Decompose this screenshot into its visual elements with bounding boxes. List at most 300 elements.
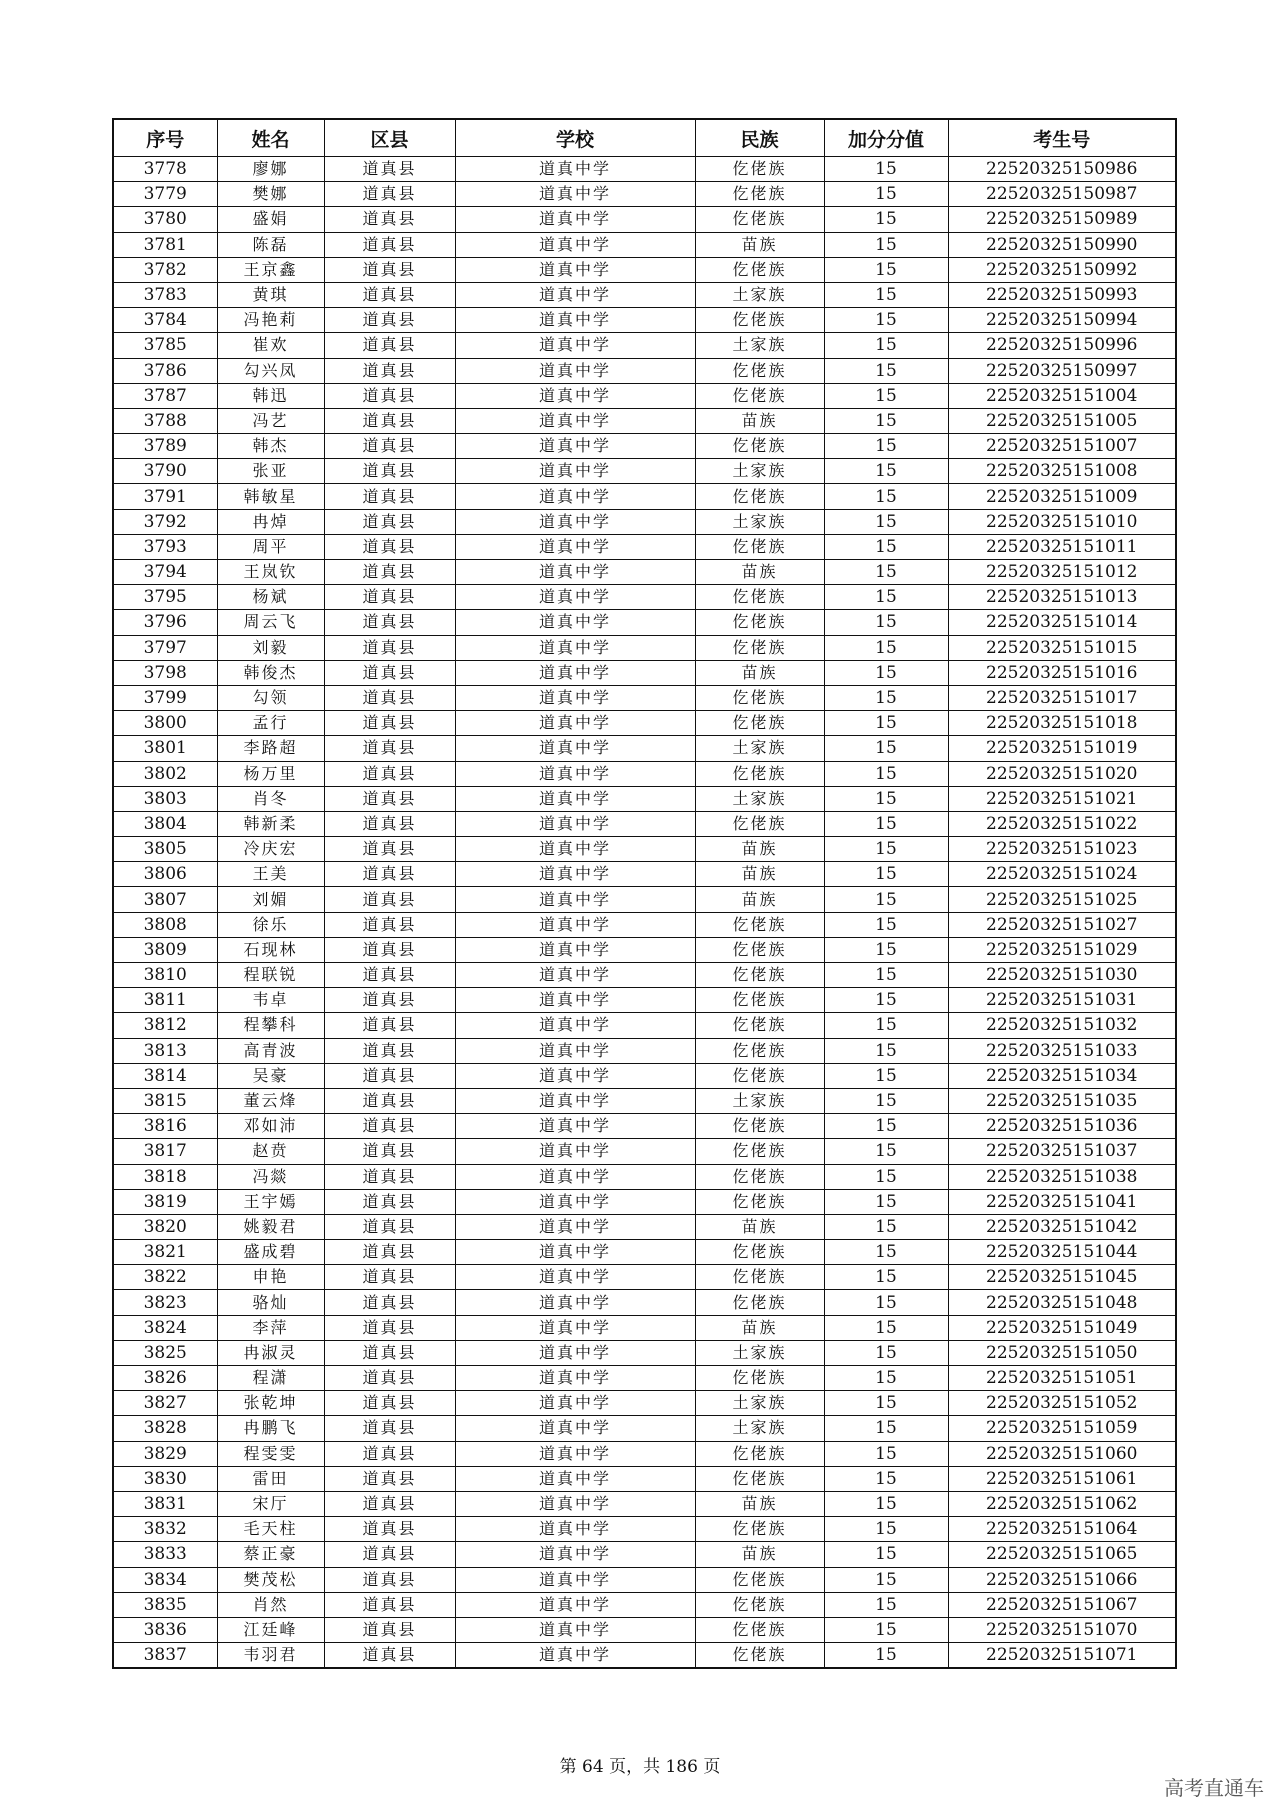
cell-name: 刘媚 [217,887,324,912]
cell-ethnicity: 土家族 [695,282,824,307]
table-row [113,1214,1176,1239]
cell-seq: 3792 [113,509,217,534]
cell-exam-id: 22520325151025 [948,887,1176,912]
student-bonus-table [112,118,1177,1669]
cell-school: 道真中学 [455,207,695,232]
cell-ethnicity: 苗族 [695,660,824,685]
cell-bonus: 15 [824,761,948,786]
cell-exam-id: 22520325150986 [948,157,1176,182]
cell-school: 道真中学 [455,786,695,811]
cell-bonus: 15 [824,1088,948,1113]
table-row [113,1366,1176,1391]
cell-bonus: 15 [824,484,948,509]
table-row [113,1139,1176,1164]
cell-name: 冷庆宏 [217,837,324,862]
cell-ethnicity: 仡佬族 [695,1063,824,1088]
cell-ethnicity: 土家族 [695,1340,824,1365]
cell-seq: 3811 [113,988,217,1013]
cell-county: 道真县 [324,534,455,559]
cell-bonus: 15 [824,937,948,962]
cell-exam-id: 22520325151049 [948,1315,1176,1340]
cell-ethnicity: 仡佬族 [695,1290,824,1315]
table-row [113,912,1176,937]
cell-ethnicity: 仡佬族 [695,257,824,282]
cell-school: 道真中学 [455,1240,695,1265]
header-ethnicity: 民族 [695,119,824,157]
cell-county: 道真县 [324,1265,455,1290]
table-row [113,1517,1176,1542]
cell-county: 道真县 [324,282,455,307]
cell-exam-id: 22520325151059 [948,1416,1176,1441]
cell-county: 道真县 [324,937,455,962]
cell-school: 道真中学 [455,1265,695,1290]
cell-exam-id: 22520325150990 [948,232,1176,257]
cell-seq: 3799 [113,685,217,710]
cell-school: 道真中学 [455,660,695,685]
cell-bonus: 15 [824,811,948,836]
cell-county: 道真县 [324,837,455,862]
cell-name: 李路超 [217,736,324,761]
cell-county: 道真县 [324,736,455,761]
cell-ethnicity: 土家族 [695,736,824,761]
cell-seq: 3831 [113,1491,217,1516]
cell-name: 周云飞 [217,610,324,635]
cell-seq: 3788 [113,408,217,433]
cell-school: 道真中学 [455,1315,695,1340]
cell-name: 石现林 [217,937,324,962]
cell-name: 冉焯 [217,509,324,534]
header-name: 姓名 [217,119,324,157]
cell-school: 道真中学 [455,1164,695,1189]
cell-bonus: 15 [824,862,948,887]
cell-county: 道真县 [324,1315,455,1340]
cell-exam-id: 22520325151048 [948,1290,1176,1315]
cell-seq: 3798 [113,660,217,685]
cell-seq: 3832 [113,1517,217,1542]
cell-seq: 3808 [113,912,217,937]
table-row [113,1441,1176,1466]
table-row [113,383,1176,408]
cell-county: 道真县 [324,1164,455,1189]
cell-exam-id: 22520325151060 [948,1441,1176,1466]
cell-school: 道真中学 [455,1063,695,1088]
cell-ethnicity: 仡佬族 [695,383,824,408]
cell-bonus: 15 [824,1441,948,1466]
table-row [113,585,1176,610]
cell-exam-id: 22520325151009 [948,484,1176,509]
cell-name: 董云烽 [217,1088,324,1113]
cell-ethnicity: 仡佬族 [695,811,824,836]
cell-ethnicity: 仡佬族 [695,1466,824,1491]
cell-ethnicity: 仡佬族 [695,1164,824,1189]
cell-seq: 3818 [113,1164,217,1189]
cell-ethnicity: 仡佬族 [695,1265,824,1290]
cell-ethnicity: 仡佬族 [695,1139,824,1164]
cell-exam-id: 22520325151041 [948,1189,1176,1214]
table-row [113,937,1176,962]
cell-ethnicity: 仡佬族 [695,534,824,559]
cell-bonus: 15 [824,736,948,761]
cell-seq: 3793 [113,534,217,559]
cell-county: 道真县 [324,408,455,433]
cell-seq: 3830 [113,1466,217,1491]
cell-ethnicity: 苗族 [695,887,824,912]
cell-name: 张乾坤 [217,1391,324,1416]
cell-exam-id: 22520325151070 [948,1617,1176,1642]
cell-exam-id: 22520325151067 [948,1592,1176,1617]
cell-seq: 3789 [113,434,217,459]
cell-name: 韩敏星 [217,484,324,509]
cell-bonus: 15 [824,232,948,257]
cell-bonus: 15 [824,1466,948,1491]
cell-name: 勾领 [217,685,324,710]
cell-exam-id: 22520325151064 [948,1517,1176,1542]
cell-name: 肖冬 [217,786,324,811]
cell-exam-id: 22520325151062 [948,1491,1176,1516]
cell-seq: 3780 [113,207,217,232]
cell-exam-id: 22520325151017 [948,685,1176,710]
cell-bonus: 15 [824,408,948,433]
cell-exam-id: 22520325151012 [948,560,1176,585]
cell-seq: 3796 [113,610,217,635]
cell-ethnicity: 仡佬族 [695,1567,824,1592]
table-row [113,1088,1176,1113]
cell-ethnicity: 仡佬族 [695,1038,824,1063]
cell-ethnicity: 仡佬族 [695,1189,824,1214]
cell-name: 申艳 [217,1265,324,1290]
table-row [113,1542,1176,1567]
cell-bonus: 15 [824,711,948,736]
cell-bonus: 15 [824,685,948,710]
cell-ethnicity: 苗族 [695,837,824,862]
cell-seq: 3820 [113,1214,217,1239]
cell-school: 道真中学 [455,383,695,408]
cell-exam-id: 22520325151022 [948,811,1176,836]
cell-name: 韩新柔 [217,811,324,836]
cell-ethnicity: 苗族 [695,1315,824,1340]
cell-seq: 3825 [113,1340,217,1365]
cell-ethnicity: 仡佬族 [695,1366,824,1391]
cell-seq: 3834 [113,1567,217,1592]
cell-bonus: 15 [824,1391,948,1416]
cell-county: 道真县 [324,207,455,232]
cell-seq: 3784 [113,308,217,333]
cell-bonus: 15 [824,635,948,660]
cell-county: 道真县 [324,1643,455,1669]
cell-seq: 3829 [113,1441,217,1466]
table-row [113,182,1176,207]
cell-name: 樊娜 [217,182,324,207]
cell-bonus: 15 [824,383,948,408]
cell-county: 道真县 [324,988,455,1013]
cell-county: 道真县 [324,509,455,534]
cell-ethnicity: 仡佬族 [695,1592,824,1617]
cell-exam-id: 22520325151023 [948,837,1176,862]
cell-bonus: 15 [824,182,948,207]
cell-ethnicity: 仡佬族 [695,182,824,207]
cell-seq: 3797 [113,635,217,660]
cell-name: 程联锐 [217,963,324,988]
cell-school: 道真中学 [455,1441,695,1466]
cell-name: 肖然 [217,1592,324,1617]
cell-bonus: 15 [824,1013,948,1038]
cell-bonus: 15 [824,1315,948,1340]
cell-ethnicity: 仡佬族 [695,1114,824,1139]
cell-name: 杨斌 [217,585,324,610]
cell-school: 道真中学 [455,358,695,383]
cell-ethnicity: 苗族 [695,1542,824,1567]
cell-name: 李萍 [217,1315,324,1340]
cell-county: 道真县 [324,585,455,610]
cell-county: 道真县 [324,333,455,358]
cell-seq: 3823 [113,1290,217,1315]
cell-seq: 3815 [113,1088,217,1113]
cell-school: 道真中学 [455,157,695,182]
cell-name: 樊茂松 [217,1567,324,1592]
cell-county: 道真县 [324,887,455,912]
cell-name: 雷田 [217,1466,324,1491]
cell-exam-id: 22520325150989 [948,207,1176,232]
cell-exam-id: 22520325151030 [948,963,1176,988]
cell-name: 宋厅 [217,1491,324,1516]
cell-exam-id: 22520325151020 [948,761,1176,786]
cell-exam-id: 22520325151033 [948,1038,1176,1063]
cell-school: 道真中学 [455,1567,695,1592]
cell-exam-id: 22520325151071 [948,1643,1176,1669]
cell-bonus: 15 [824,157,948,182]
cell-county: 道真县 [324,484,455,509]
cell-name: 冯燚 [217,1164,324,1189]
cell-ethnicity: 仡佬族 [695,1617,824,1642]
header-school: 学校 [455,119,695,157]
cell-ethnicity: 仡佬族 [695,157,824,182]
table-row [113,736,1176,761]
cell-seq: 3835 [113,1592,217,1617]
cell-exam-id: 22520325151042 [948,1214,1176,1239]
cell-bonus: 15 [824,786,948,811]
cell-name: 骆灿 [217,1290,324,1315]
cell-ethnicity: 仡佬族 [695,358,824,383]
cell-seq: 3783 [113,282,217,307]
cell-name: 孟行 [217,711,324,736]
cell-county: 道真县 [324,862,455,887]
table-row [113,711,1176,736]
cell-bonus: 15 [824,1164,948,1189]
table-row [113,1038,1176,1063]
cell-bonus: 15 [824,1189,948,1214]
cell-seq: 3828 [113,1416,217,1441]
cell-seq: 3804 [113,811,217,836]
cell-county: 道真县 [324,1038,455,1063]
cell-county: 道真县 [324,811,455,836]
cell-county: 道真县 [324,1240,455,1265]
cell-exam-id: 22520325151029 [948,937,1176,962]
cell-ethnicity: 仡佬族 [695,963,824,988]
cell-ethnicity: 仡佬族 [695,988,824,1013]
cell-bonus: 15 [824,534,948,559]
cell-county: 道真县 [324,1013,455,1038]
cell-seq: 3821 [113,1240,217,1265]
cell-school: 道真中学 [455,635,695,660]
cell-county: 道真县 [324,963,455,988]
cell-school: 道真中学 [455,711,695,736]
cell-name: 韩迅 [217,383,324,408]
cell-exam-id: 22520325151007 [948,434,1176,459]
cell-county: 道真县 [324,1366,455,1391]
cell-school: 道真中学 [455,232,695,257]
table-row [113,610,1176,635]
cell-exam-id: 22520325151019 [948,736,1176,761]
cell-seq: 3781 [113,232,217,257]
cell-name: 韦羽君 [217,1643,324,1669]
cell-exam-id: 22520325150987 [948,182,1176,207]
cell-county: 道真县 [324,459,455,484]
cell-seq: 3814 [113,1063,217,1088]
cell-seq: 3779 [113,182,217,207]
cell-bonus: 15 [824,887,948,912]
cell-county: 道真县 [324,1088,455,1113]
cell-seq: 3806 [113,862,217,887]
cell-ethnicity: 苗族 [695,1491,824,1516]
cell-bonus: 15 [824,333,948,358]
cell-school: 道真中学 [455,1013,695,1038]
cell-exam-id: 22520325151065 [948,1542,1176,1567]
cell-seq: 3836 [113,1617,217,1642]
cell-exam-id: 22520325151034 [948,1063,1176,1088]
cell-county: 道真县 [324,1391,455,1416]
cell-bonus: 15 [824,610,948,635]
cell-seq: 3807 [113,887,217,912]
cell-seq: 3800 [113,711,217,736]
table-row [113,1114,1176,1139]
cell-school: 道真中学 [455,534,695,559]
cell-seq: 3816 [113,1114,217,1139]
table-row [113,887,1176,912]
cell-county: 道真县 [324,1290,455,1315]
cell-ethnicity: 仡佬族 [695,585,824,610]
cell-exam-id: 22520325151016 [948,660,1176,685]
cell-bonus: 15 [824,358,948,383]
table-row [113,837,1176,862]
cell-county: 道真县 [324,1139,455,1164]
cell-exam-id: 22520325151036 [948,1114,1176,1139]
cell-name: 盛娟 [217,207,324,232]
cell-ethnicity: 仡佬族 [695,912,824,937]
cell-bonus: 15 [824,1567,948,1592]
cell-school: 道真中学 [455,182,695,207]
cell-seq: 3809 [113,937,217,962]
cell-school: 道真中学 [455,509,695,534]
cell-county: 道真县 [324,660,455,685]
cell-school: 道真中学 [455,887,695,912]
cell-county: 道真县 [324,1189,455,1214]
table-row [113,685,1176,710]
cell-name: 王美 [217,862,324,887]
table-row [113,862,1176,887]
cell-ethnicity: 土家族 [695,1391,824,1416]
cell-county: 道真县 [324,1517,455,1542]
cell-bonus: 15 [824,1617,948,1642]
table-row [113,1617,1176,1642]
cell-bonus: 15 [824,308,948,333]
cell-school: 道真中学 [455,585,695,610]
table-row [113,308,1176,333]
cell-name: 邓如沛 [217,1114,324,1139]
cell-name: 杨万里 [217,761,324,786]
cell-county: 道真县 [324,912,455,937]
cell-seq: 3778 [113,157,217,182]
cell-county: 道真县 [324,1617,455,1642]
cell-school: 道真中学 [455,434,695,459]
cell-exam-id: 22520325151010 [948,509,1176,534]
table-row [113,635,1176,660]
cell-bonus: 15 [824,1491,948,1516]
watermark: 高考直通车 [1164,1776,1264,1800]
table-row [113,1416,1176,1441]
cell-county: 道真县 [324,560,455,585]
cell-ethnicity: 仡佬族 [695,610,824,635]
cell-county: 道真县 [324,711,455,736]
table-row [113,1290,1176,1315]
cell-county: 道真县 [324,358,455,383]
page-footer: 第 64 页，共 186 页 [559,1757,721,1777]
cell-name: 江廷峰 [217,1617,324,1642]
cell-county: 道真县 [324,1214,455,1239]
cell-school: 道真中学 [455,282,695,307]
table-row [113,1391,1176,1416]
cell-county: 道真县 [324,1542,455,1567]
cell-school: 道真中学 [455,1088,695,1113]
cell-bonus: 15 [824,1643,948,1669]
cell-name: 周平 [217,534,324,559]
cell-bonus: 15 [824,1038,948,1063]
table-row [113,1340,1176,1365]
cell-school: 道真中学 [455,1491,695,1516]
cell-bonus: 15 [824,434,948,459]
cell-seq: 3827 [113,1391,217,1416]
cell-bonus: 15 [824,459,948,484]
cell-ethnicity: 土家族 [695,1088,824,1113]
cell-exam-id: 22520325150992 [948,257,1176,282]
cell-name: 赵贲 [217,1139,324,1164]
cell-bonus: 15 [824,660,948,685]
table-row [113,1592,1176,1617]
cell-name: 王宇嫣 [217,1189,324,1214]
cell-seq: 3802 [113,761,217,786]
table-header-row [113,119,1176,157]
cell-name: 王京鑫 [217,257,324,282]
cell-bonus: 15 [824,585,948,610]
cell-ethnicity: 苗族 [695,862,824,887]
cell-exam-id: 22520325150996 [948,333,1176,358]
cell-exam-id: 22520325151014 [948,610,1176,635]
cell-exam-id: 22520325151037 [948,1139,1176,1164]
cell-county: 道真县 [324,786,455,811]
cell-name: 陈磊 [217,232,324,257]
table-row [113,761,1176,786]
cell-name: 程雯雯 [217,1441,324,1466]
table-row [113,509,1176,534]
table-row [113,1491,1176,1516]
cell-name: 廖娜 [217,157,324,182]
cell-ethnicity: 仡佬族 [695,937,824,962]
cell-ethnicity: 仡佬族 [695,308,824,333]
cell-name: 刘毅 [217,635,324,660]
table-row [113,157,1176,182]
cell-school: 道真中学 [455,308,695,333]
cell-school: 道真中学 [455,963,695,988]
cell-seq: 3785 [113,333,217,358]
